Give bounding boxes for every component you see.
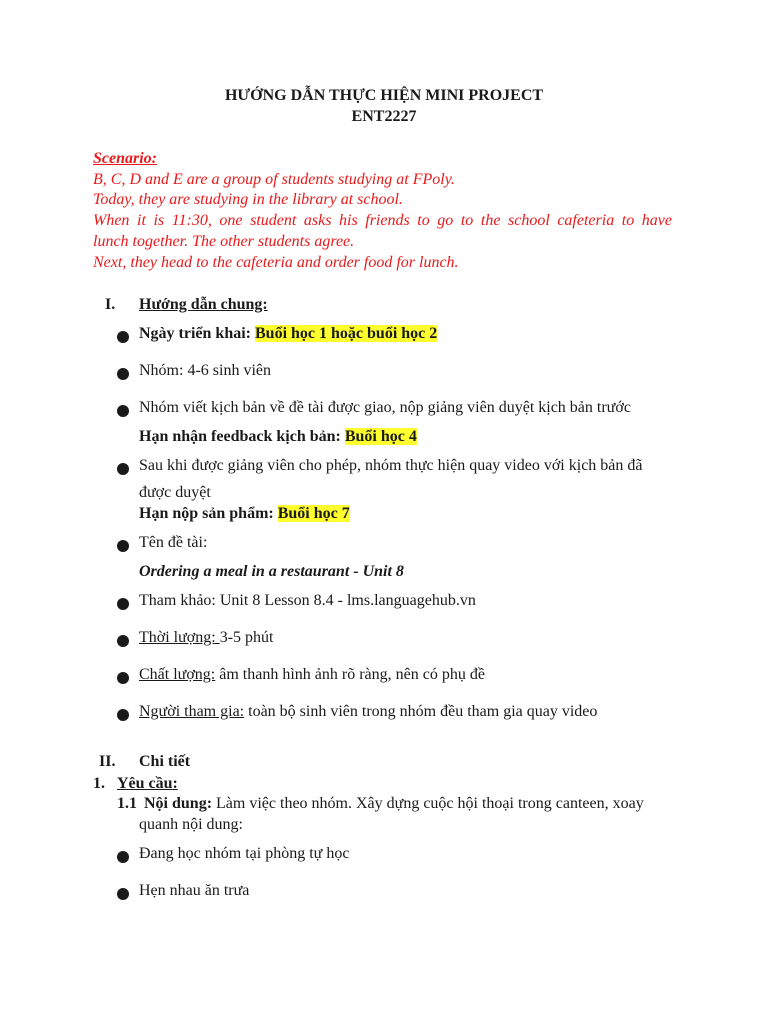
highlighted-value: Buổi học 4 <box>344 428 417 445</box>
deadline-line <box>139 505 350 523</box>
item-label: Hạn nhận feedback kịch bản: <box>139 428 345 445</box>
bullet-icon <box>117 463 129 475</box>
item-value: âm thanh hình ảnh rõ ràng, nên có phụ đề <box>215 666 485 683</box>
subsection-continuation: quanh nội dung: <box>139 816 243 833</box>
list-item <box>139 325 437 343</box>
section-numeral: II. <box>99 753 116 770</box>
item-value: 3-5 phút <box>219 629 274 646</box>
list-item: Tên đề tài: <box>139 534 208 551</box>
list-item: Nhóm viết kịch bản về đề tài được giao, nộp giảng viên duyệt kịch bản trước <box>139 399 631 416</box>
item-label: Thời lượng: <box>139 629 220 646</box>
list-item-continuation: được duyệt <box>139 484 211 501</box>
bullet-icon <box>117 851 129 863</box>
item-value: Làm việc theo nhóm. Xây dựng cuộc hội thoại trong canteen, xoay <box>212 795 644 812</box>
section-numeral: I. <box>105 296 116 313</box>
bullet-icon <box>117 540 129 552</box>
scenario-line: Next, they head to the cafeteria and order food for lunch. <box>93 254 459 271</box>
section-heading: Chi tiết <box>139 753 191 770</box>
section-heading: Hướng dẫn chung: <box>139 296 268 313</box>
document-title: HƯỚNG DẪN THỰC HIỆN MINI PROJECT <box>224 87 544 104</box>
bullet-icon <box>117 331 129 343</box>
item-label: Người tham gia: <box>139 703 245 720</box>
list-item: Tham khảo: Unit 8 Lesson 8.4 - lms.languagehub.vn <box>139 592 476 609</box>
list-item: Hẹn nhau ăn trưa <box>139 882 250 899</box>
bullet-icon <box>117 709 129 721</box>
scenario-heading: Scenario: <box>93 150 157 167</box>
subsection-number: 1.1 <box>117 795 137 812</box>
subsection-number: 1. <box>93 775 105 792</box>
list-item <box>139 703 597 721</box>
item-label: Hạn nộp sản phẩm: <box>139 505 278 522</box>
bullet-icon <box>117 888 129 900</box>
highlighted-value: Buổi học 7 <box>277 505 350 522</box>
list-item: Đang học nhóm tại phòng tự học <box>139 845 350 862</box>
bullet-icon <box>117 635 129 647</box>
topic-title: Ordering a meal in a restaurant - Unit 8 <box>139 563 404 580</box>
list-item: Nhóm: 4-6 sinh viên <box>139 362 271 379</box>
scenario-line: Today, they are studying in the library at school. <box>93 191 403 208</box>
bullet-icon <box>117 368 129 380</box>
list-item <box>139 629 273 647</box>
item-label: Chất lượng: <box>139 666 216 683</box>
scenario-line: When it is 11:30, one student asks his friends to go to the school cafeteria to have <box>93 212 672 229</box>
bullet-icon <box>117 672 129 684</box>
subsection-heading: Yêu cầu: <box>117 775 178 792</box>
item-value: toàn bộ sinh viên trong nhóm đều tham gia quay video <box>244 703 598 720</box>
bullet-icon <box>117 405 129 417</box>
highlighted-value: Buổi học 1 hoặc buổi học 2 <box>255 325 438 342</box>
list-item: Sau khi được giảng viên cho phép, nhóm thực hiện quay video với kịch bản đã <box>139 457 643 474</box>
course-code: ENT2227 <box>351 108 417 125</box>
list-item <box>139 666 485 684</box>
subsection-content <box>144 795 644 813</box>
deadline-line <box>139 428 417 446</box>
item-label: Nội dung: <box>144 795 213 812</box>
scenario-line: B, C, D and E are a group of students studying at FPoly. <box>93 171 455 188</box>
scenario-line: lunch together. The other students agree. <box>93 233 355 250</box>
item-label: Ngày triển khai: <box>139 325 255 342</box>
bullet-icon <box>117 598 129 610</box>
